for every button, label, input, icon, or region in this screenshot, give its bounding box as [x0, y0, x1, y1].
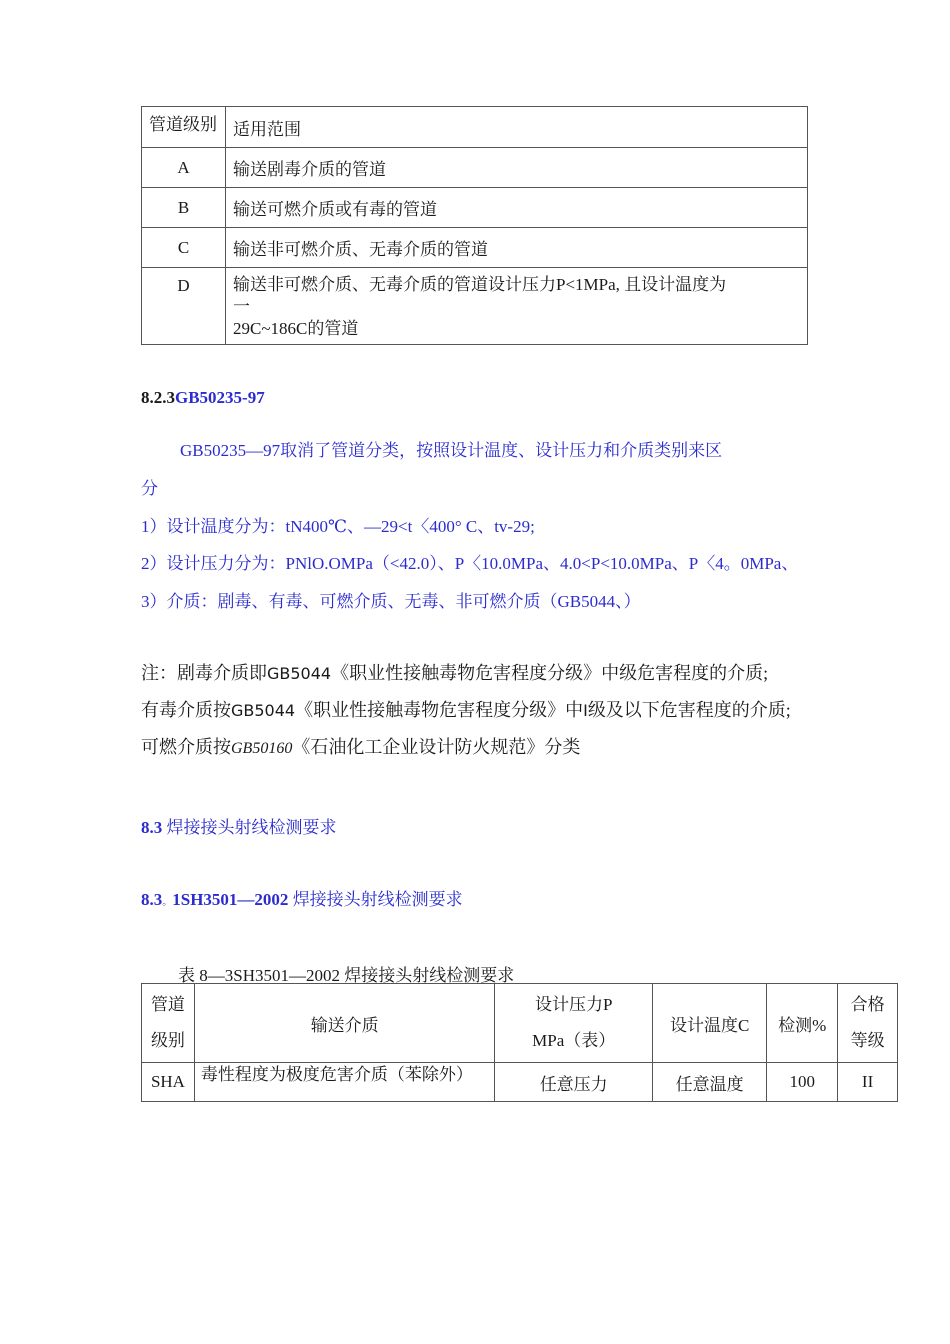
table-cell-scope: 输送非可燃介质、无毒介质的管道设计压力P<1MPa, 且设计温度为 一 29C~186C的管道	[226, 268, 808, 345]
list-item-temperature: 1）设计温度分为：tN400℃、—29<t〈400° C、tv-29;	[141, 517, 535, 536]
table-header-level: 管道 级别	[142, 984, 195, 1063]
table-cell-level: B	[142, 188, 226, 228]
table-cell-scope: 输送剧毒介质的管道	[226, 148, 808, 188]
table-cell-inspection: 100	[767, 1063, 838, 1102]
table-header-pressure: 设计压力P MPa（表）	[495, 984, 652, 1063]
table-cell-temperature: 任意温度	[652, 1063, 766, 1102]
list-item-pressure: 2）设计压力分为：PNlO.OMPa（<42.0）、P〈10.0MPa、4.0<P<10.0MPa、P〈4。0MPa、	[141, 554, 799, 573]
list-item-medium: 3）介质：剧毒、有毒、可燃介质、无毒、非可燃介质（GB5044、）	[141, 592, 641, 611]
table-cell-pressure: 任意压力	[495, 1063, 652, 1102]
table-row	[142, 1063, 898, 1102]
table-caption: 表 8—3SH3501—2002 焊接接头射线检测要求	[178, 966, 515, 985]
note-line-1: 注：剧毒介质即GB5044《职业性接触毒物危害程度分级》中级危害程度的介质;	[141, 663, 769, 683]
table-header-grade: 合格 等级	[838, 984, 898, 1063]
section-heading-823: 8.2.3GB50235-97	[141, 388, 265, 407]
note-line-2: 有毒介质按GB5044《职业性接触毒物危害程度分级》中I级及以下危害程度的介质;	[141, 700, 791, 720]
table-cell-scope: 输送可燃介质或有毒的管道	[226, 188, 808, 228]
table-header-medium: 输送介质	[194, 984, 495, 1063]
table-header-inspection: 检测%	[767, 984, 838, 1063]
paragraph-intro-continuation: 分	[141, 479, 158, 498]
section-heading-83: 8.3 焊接接头射线检测要求	[141, 818, 337, 837]
table-cell-medium: 毒性程度为极度危害介质（苯除外）	[194, 1063, 495, 1102]
table-header-scope: 适用范围	[226, 107, 808, 148]
table-cell-level: SHA	[142, 1063, 195, 1102]
note-line-3: 可燃介质按GB50160《石油化工企业设计防火规范》分类	[141, 737, 581, 757]
pipe-level-table	[141, 106, 808, 345]
table-cell-scope: 输送非可燃介质、无毒介质的管道	[226, 228, 808, 268]
radiographic-inspection-table	[141, 983, 898, 1102]
table-cell-level: A	[142, 148, 226, 188]
table-header-level: 管道级别	[142, 107, 226, 148]
table-cell-grade: II	[838, 1063, 898, 1102]
section-heading-831: 8.3。1SH3501—2002 焊接接头射线检测要求	[141, 890, 463, 909]
table-cell-level: C	[142, 228, 226, 268]
paragraph-intro: GB50235—97取消了管道分类，按照设计温度、设计压力和介质类别来区	[180, 441, 723, 460]
table-cell-level: D	[142, 268, 226, 345]
table-header-temperature: 设计温度C	[652, 984, 766, 1063]
